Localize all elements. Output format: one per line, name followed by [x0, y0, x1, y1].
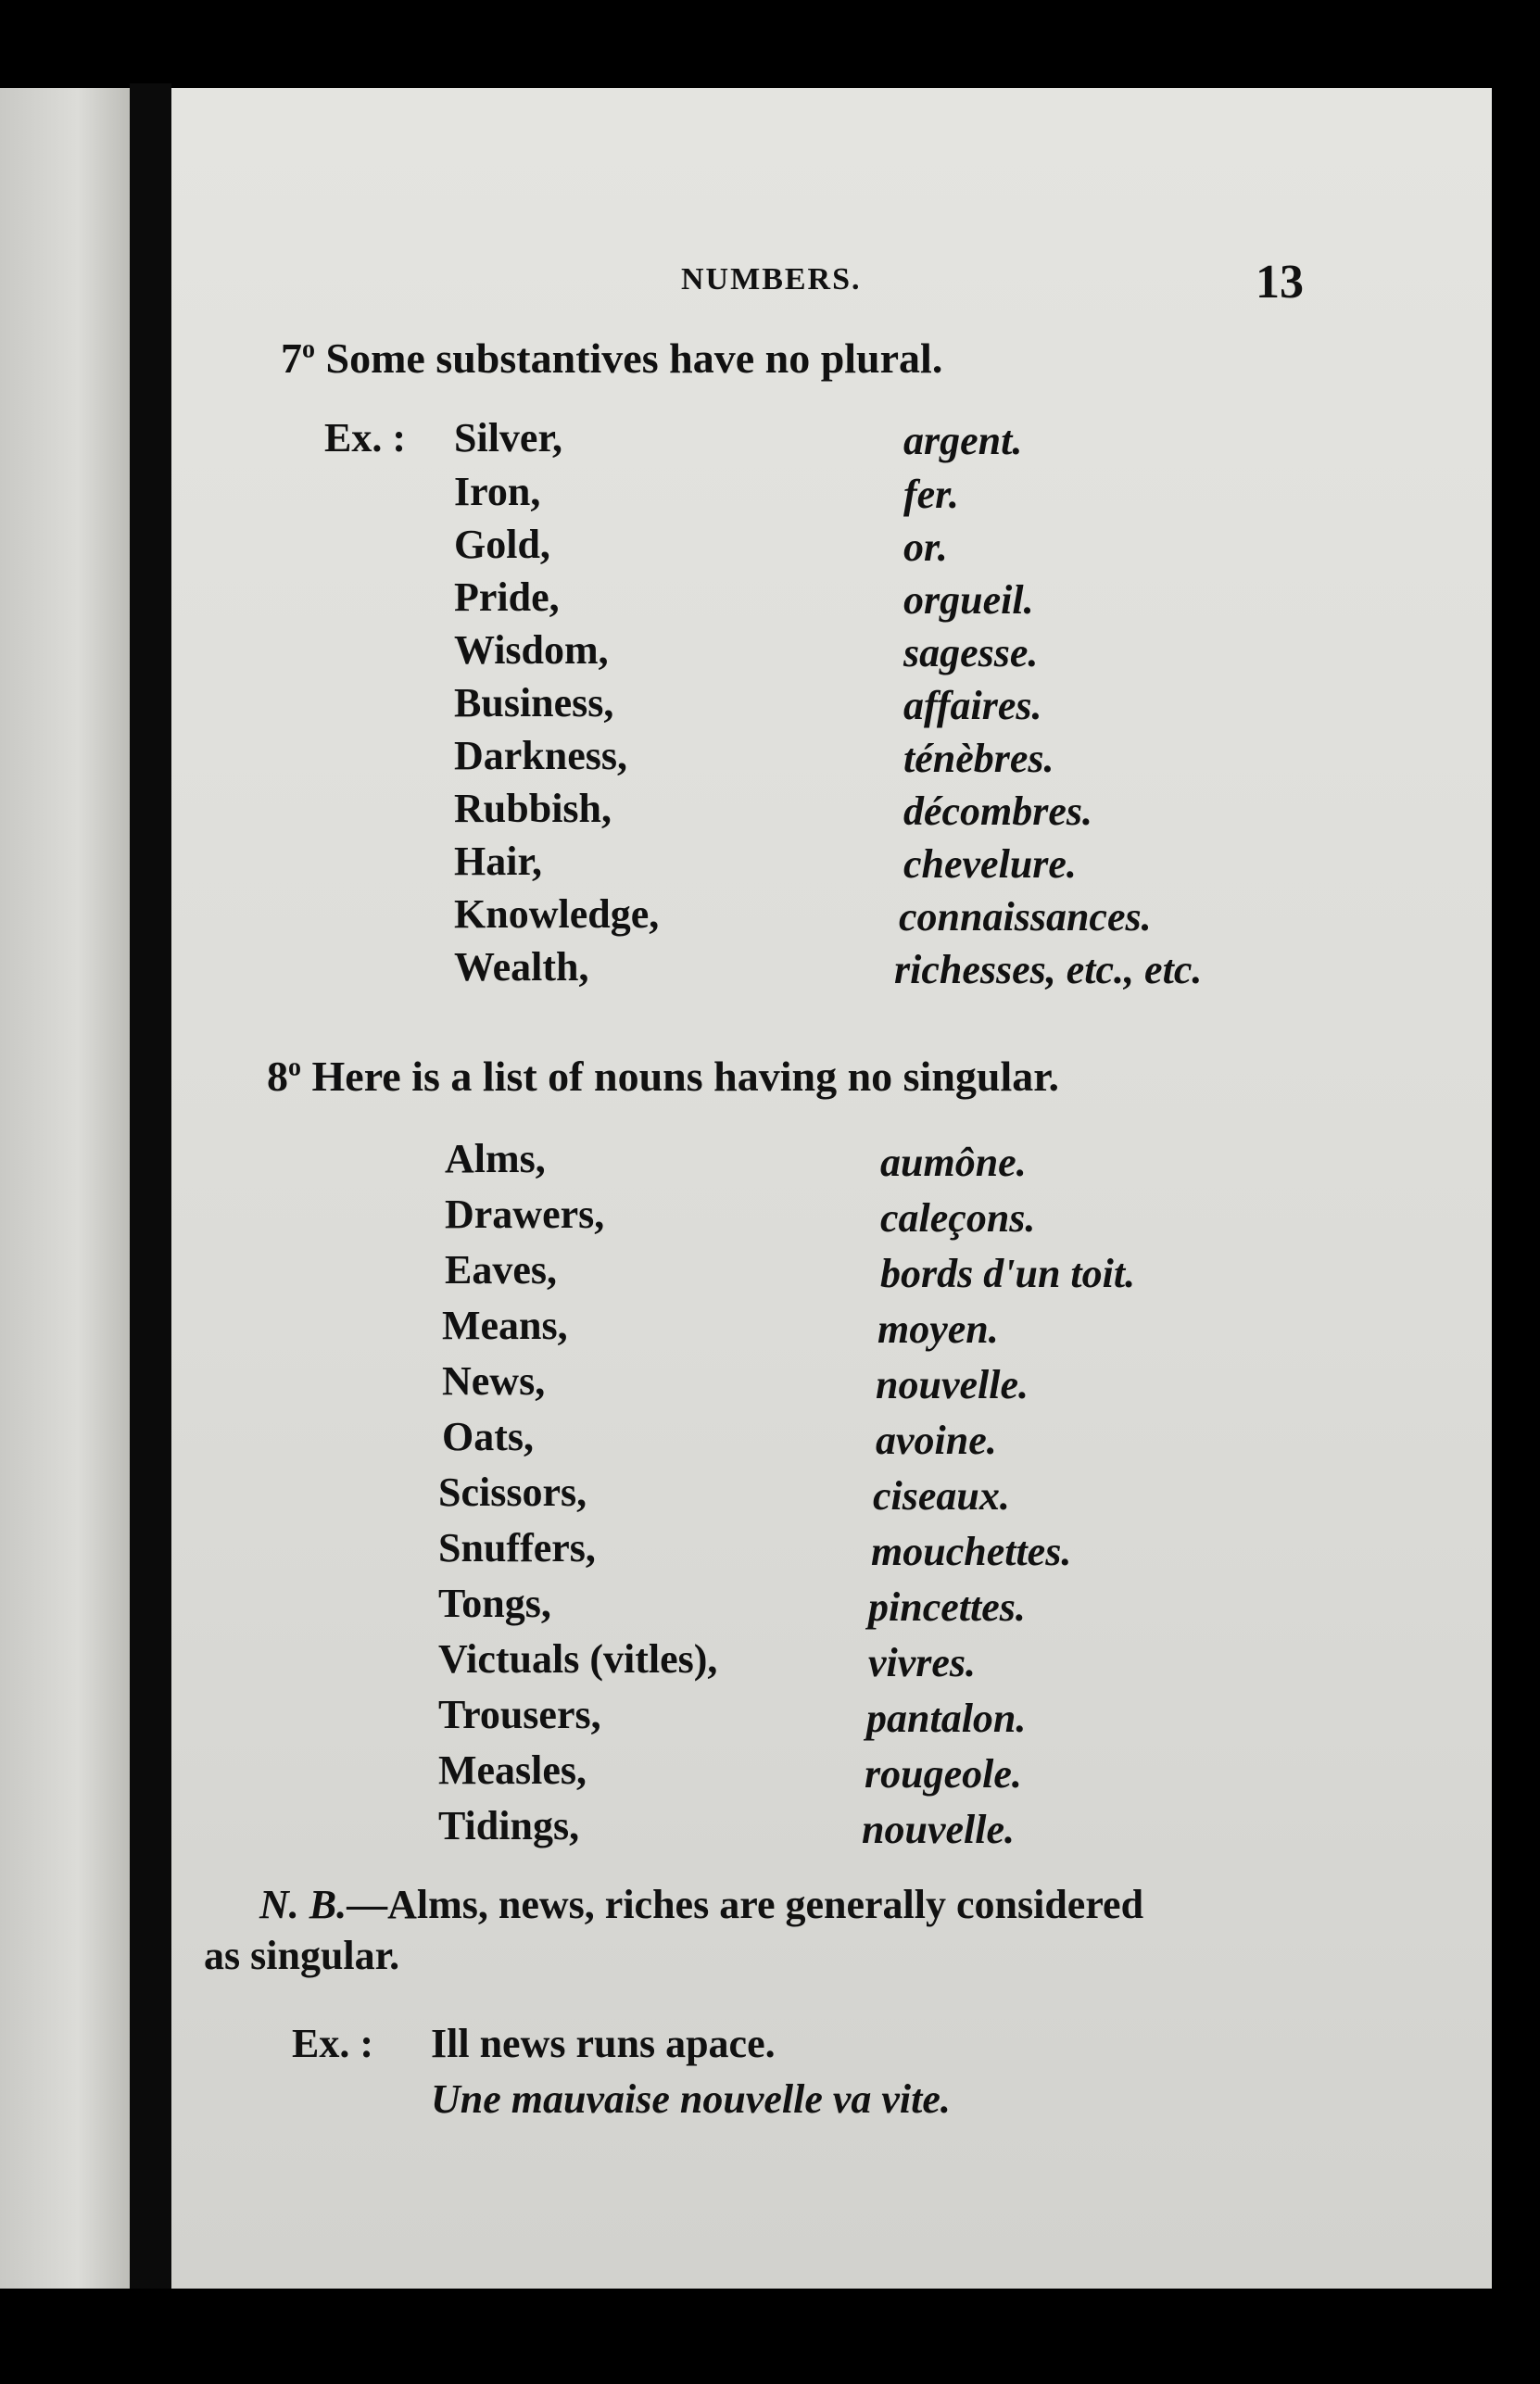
section7-fr-4: sagesse.	[903, 630, 1039, 675]
section7-fr-1: fer.	[903, 472, 959, 517]
section8-en-3: Means,	[442, 1303, 568, 1348]
scan-border-top	[0, 0, 1540, 88]
section7-fr-8: chevelure.	[903, 841, 1077, 887]
section8-fr-8: pincettes.	[868, 1584, 1026, 1630]
section8-fr-10: pantalon.	[866, 1696, 1027, 1741]
section8-en-0: Alms,	[445, 1136, 546, 1181]
section7-degree: o	[302, 334, 315, 364]
section8-en-11: Measles,	[438, 1747, 587, 1793]
section7-en-0: Silver,	[454, 415, 562, 460]
page-number: 13	[1256, 256, 1304, 309]
section7-fr-9: connaissances.	[899, 894, 1152, 940]
section7-heading	[281, 334, 942, 383]
section7-fr-5: affaires.	[903, 683, 1042, 728]
example-english: Ill news runs apace.	[431, 2021, 776, 2066]
section7-en-9: Knowledge,	[454, 891, 660, 937]
section7-en-2: Gold,	[454, 522, 550, 567]
section8-en-9: Victuals (vitles),	[438, 1636, 718, 1682]
section7-fr-0: argent.	[903, 418, 1023, 463]
book-gutter	[130, 83, 171, 2307]
section8-en-4: News,	[442, 1358, 546, 1404]
section8-en-10: Trousers,	[438, 1692, 601, 1737]
section8-fr-11: rougeole.	[865, 1751, 1022, 1797]
scan-border-right	[1492, 0, 1540, 2384]
section7-fr-7: décombres.	[903, 788, 1093, 834]
section8-en-1: Drawers,	[445, 1192, 605, 1237]
section8-degree: o	[288, 1053, 301, 1082]
section7-en-7: Rubbish,	[454, 786, 612, 831]
section8-en-2: Eaves,	[445, 1247, 557, 1293]
section8-fr-4: nouvelle.	[876, 1362, 1029, 1407]
section8-marker: 8	[267, 1053, 288, 1100]
section7-en-5: Business,	[454, 680, 614, 725]
note-line-2: as singular.	[204, 1933, 400, 1978]
section8-en-7: Snuffers,	[438, 1525, 596, 1570]
book-page	[171, 88, 1492, 2289]
section7-ex-label: Ex. :	[324, 415, 406, 460]
page-header	[171, 256, 1492, 318]
running-head: NUMBERS.	[681, 262, 862, 296]
section7-en-3: Pride,	[454, 574, 560, 620]
section7-marker: 7	[281, 334, 302, 382]
section8-en-5: Oats,	[442, 1414, 534, 1459]
section7-en-8: Hair,	[454, 839, 542, 884]
section8-heading-text: Here is a list of nouns having no singular.	[311, 1053, 1059, 1100]
section7-fr-10: richesses, etc., etc.	[894, 947, 1203, 992]
facing-page-edge	[0, 88, 130, 2302]
section7-en-4: Wisdom,	[454, 627, 609, 673]
section8-fr-6: ciseaux.	[873, 1473, 1010, 1519]
section8-fr-5: avoine.	[876, 1418, 997, 1463]
section7-fr-2: or.	[903, 524, 948, 570]
section8-fr-1: caleçons.	[880, 1195, 1036, 1241]
section7-fr-3: orgueil.	[903, 577, 1034, 623]
note-line-1	[259, 1881, 1143, 1928]
section8-en-8: Tongs,	[438, 1581, 551, 1626]
section7-fr-6: ténèbres.	[903, 736, 1054, 781]
section7-en-10: Wealth,	[454, 944, 589, 990]
section7-en-1: Iron,	[454, 469, 541, 514]
section8-en-12: Tidings,	[438, 1803, 580, 1848]
example-label: Ex. :	[292, 2021, 373, 2066]
section7-heading-text: Some substantives have no plural.	[325, 334, 943, 382]
section8-fr-12: nouvelle.	[862, 1807, 1015, 1852]
section7-en-6: Darkness,	[454, 733, 628, 778]
section8-fr-0: aumône.	[880, 1140, 1027, 1185]
section8-fr-9: vivres.	[868, 1640, 977, 1685]
scan-border-bottom	[0, 2289, 1540, 2384]
section8-fr-7: mouchettes.	[871, 1529, 1072, 1574]
section8-en-6: Scissors,	[438, 1470, 587, 1515]
section8-fr-3: moyen.	[877, 1306, 999, 1352]
section8-fr-2: bords d'un toit.	[880, 1251, 1136, 1296]
section8-heading	[267, 1052, 1059, 1101]
example-french: Une mauvaise nouvelle va vite.	[431, 2076, 951, 2122]
note-text-1: —Alms, news, riches are generally considered	[347, 1882, 1144, 1927]
note-lead: N. B.	[259, 1882, 347, 1927]
